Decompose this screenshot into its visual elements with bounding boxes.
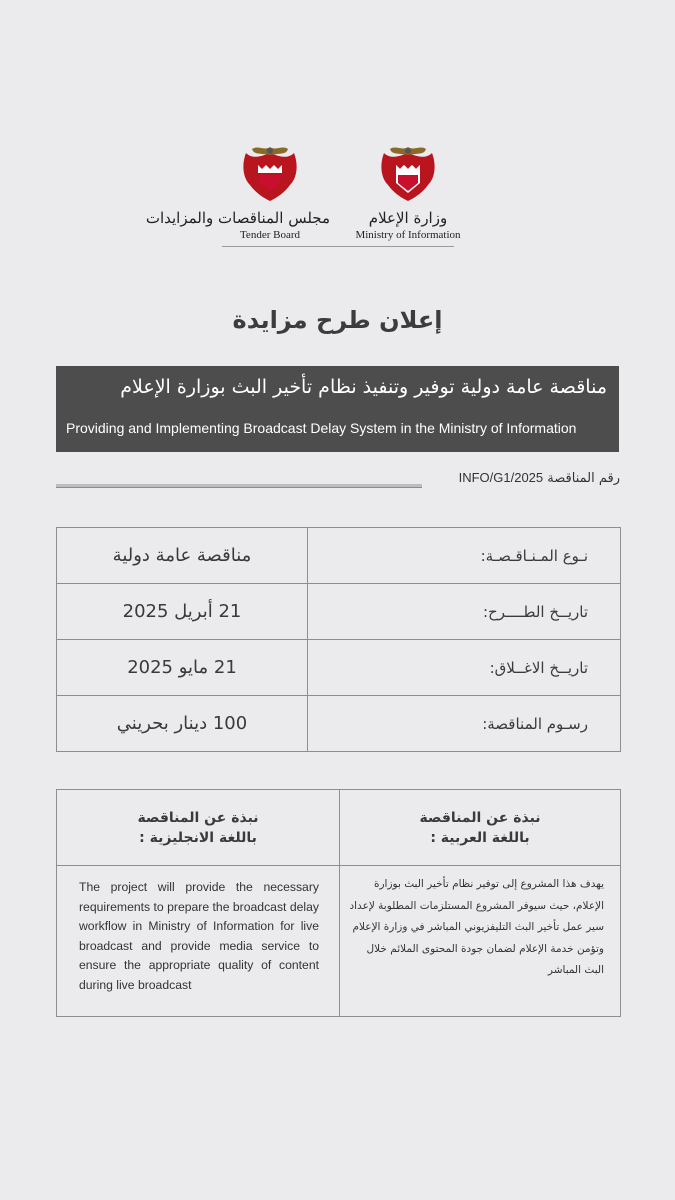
closing-date-label: تاريــخ الاغــلاق: — [308, 640, 621, 696]
logo-divider — [222, 246, 454, 247]
ministry-of-information-logo — [348, 143, 468, 241]
tender-type-label: نـوع المـنـاقـصـة: — [308, 528, 621, 584]
tender-number-value: INFO/G1/2025 — [458, 470, 544, 485]
tender-number — [459, 470, 620, 486]
english-description-heading — [57, 790, 340, 866]
table-row — [57, 790, 621, 866]
arabic-heading-line-2: باللغة العربية : — [430, 829, 530, 846]
table-row — [57, 640, 621, 696]
bahrain-emblem-icon — [240, 143, 300, 205]
english-description-cell — [57, 866, 340, 1017]
ministry-english-name: Ministry of Information — [355, 229, 461, 241]
table-row — [57, 866, 621, 1017]
bahrain-emblem-icon — [378, 143, 438, 205]
closing-date-value: 21 مايو 2025 — [57, 640, 308, 696]
english-heading-line-2: باللغة الانجليزية : — [139, 829, 257, 846]
arabic-heading-line-1: نبذة عن المناقصة — [419, 809, 541, 826]
banner-arabic-title: مناقصة عامة دولية توفير وتنفيذ نظام تأخير البث بوزارة الإعلام — [120, 376, 607, 398]
announcement-title: إعلان طرح مزايدة — [232, 306, 443, 334]
offering-date-label: تاريــخ الطــــرح: — [308, 584, 621, 640]
arabic-description-cell — [340, 866, 621, 1017]
tender-type-value: مناقصة عامة دولية — [57, 528, 308, 584]
tender-board-arabic-name: مجلس المناقصات والمزايدات — [145, 209, 330, 227]
tender-fee-label: رسـوم المناقصة: — [308, 696, 621, 752]
tender-details-table — [56, 527, 621, 752]
tender-number-rule — [56, 484, 422, 488]
table-row — [57, 528, 621, 584]
ministry-arabic-name: وزارة الإعلام — [368, 209, 448, 227]
tender-description-table — [56, 789, 621, 1017]
arabic-description-text: يهدف هذا المشروع إلى توفير نظام تأخير البث بوزارة الإعلام، حيث سيوفر المشروع المستلزمات المطلوبة لإعداد سير عمل تأخير البث التليفزيوني المباشر في وزارة الإعلام وتؤمن خدمة الإعلام لضمان جودة المحتوى الملائم خلال البث المباشر — [349, 878, 604, 976]
english-description-text: The project will provide the necessary requirements to prepare the broadcast delay workflow in Ministry of Information for live broadcast and provide media service to ensure the appropriate quality of content during live broadcast — [79, 880, 319, 992]
tender-board-english-name: Tender Board — [239, 229, 300, 241]
tender-number-label: رقم المناقصة — [547, 471, 620, 486]
table-row — [57, 584, 621, 640]
english-heading-line-1: نبذة عن المناقصة — [137, 809, 259, 826]
banner-english-title: Providing and Implementing Broadcast Delay System in the Ministry of Information — [66, 420, 577, 436]
tender-fee-value: 100 دينار بحريني — [57, 696, 308, 752]
tender-banner — [56, 366, 619, 452]
tender-board-logo — [145, 143, 330, 241]
arabic-description-heading — [340, 790, 621, 866]
offering-date-value: 21 أبريل 2025 — [57, 584, 308, 640]
table-row — [57, 696, 621, 752]
